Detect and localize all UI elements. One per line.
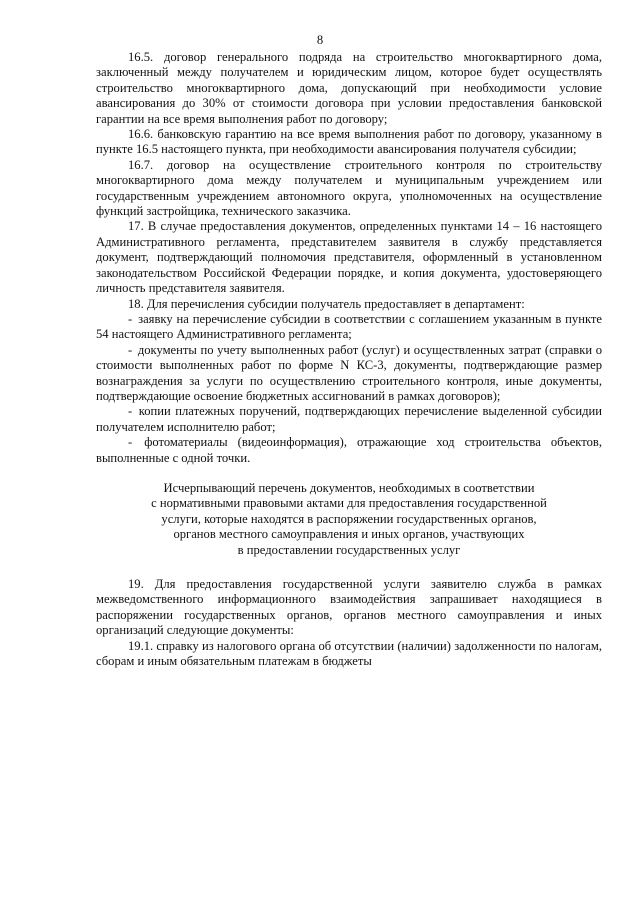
paragraph-16-6: 16.6. банковскую гарантию на все время выполнения работ по договору, указанному в пункте 16.5 настоящего пункта, при необходимости авансирования получателя субсидии; [96,127,602,157]
list-item [96,404,602,435]
list-marker: - [128,404,133,419]
section-heading-line: Исчерпывающий перечень документов, необходимых в соответствии [163,480,535,495]
page-number: 8 [316,33,324,47]
list-item [96,343,602,405]
paragraph-16-5: 16.5. договор генерального подряда на строительство многоквартирного дома, заключенный между получателем и юридическим лицом, которое будет осуществлять строительство многоквартирного дома, допускающий при необходимости условие авансирования до 30% от стоимости договора при условии предоставления банковской гарантии на все время выполнения работ по договору; [96,50,602,126]
list-marker: - [128,311,133,326]
section-heading-line: услуги, которые находятся в распоряжении государственных органов, [161,511,537,526]
list-item [96,312,602,343]
list-marker: - [128,342,133,357]
list-item-text: документы по учету выполненных работ (услуг) и осуществленных затрат (справки о стоимости выполненных работ по форме N КС-3, документы, подтверждающие размер вознаграждения за услуги по осуществлению строительного контроля, иные документы, подтверждающие освоение бюджетных ассигнований в рамках договоров); [96,342,602,403]
paragraph-16-7: 16.7. договор на осуществление строительного контроля по строительству многоквартирного дома между получателем и муниципальным учреждением или государственным учреждением автономного округа, уполномоченных на осуществление функций застройщика, технического заказчика. [96,157,602,219]
paragraph-19: 19. Для предоставления государственной услуги заявителю служба в рамках межведомственного информационного взаимодействия запрашивает находящиеся в распоряжении государственных органов, органов местного самоуправления и иных организаций следующие документы: [96,577,602,638]
list-item-text: фотоматериалы (видеоинформация), отражающие ход строительства объектов, выполненные с одной точки. [96,435,602,465]
document-body [96,50,602,669]
section-heading-line: в предоставлении государственных услуг [237,542,461,557]
section-heading [96,481,602,558]
list-item-text: заявку на перечисление субсидии в соответствии с соглашением указанным в пункте 54 настоящего Административного регламента; [96,311,603,342]
spacer [96,558,602,577]
section-heading-line: органов местного самоуправления и иных органов, участвующих [173,527,525,542]
paragraph-18: 18. Для перечисления субсидии получатель предоставляет в департамент: [128,296,525,311]
list-item [96,435,602,466]
spacer [96,466,602,481]
paragraph-19-1: 19.1. справку из налогового органа об отсутствии (наличии) задолженности по налогам, сборам и иным обязательным платежам в бюджеты [96,638,602,669]
list-marker: - [128,435,133,450]
paragraph-17: 17. В случае предоставления документов, определенных пунктами 14 – 16 настоящего Административного регламента, представителем заявителя в службу представляется документ, подтверждающий полномочия представителя, оформленный в установленном законодательством Российской Федерации порядке, и копия документа, удостоверяющего личность представителя заявителя. [96,219,602,296]
section-heading-line: с нормативными правовыми актами для предоставления государственной [151,496,547,511]
list-item-text: копии платежных поручений, подтверждающих перечисление выделенной субсидии получателем исполнителю работ; [96,404,602,434]
